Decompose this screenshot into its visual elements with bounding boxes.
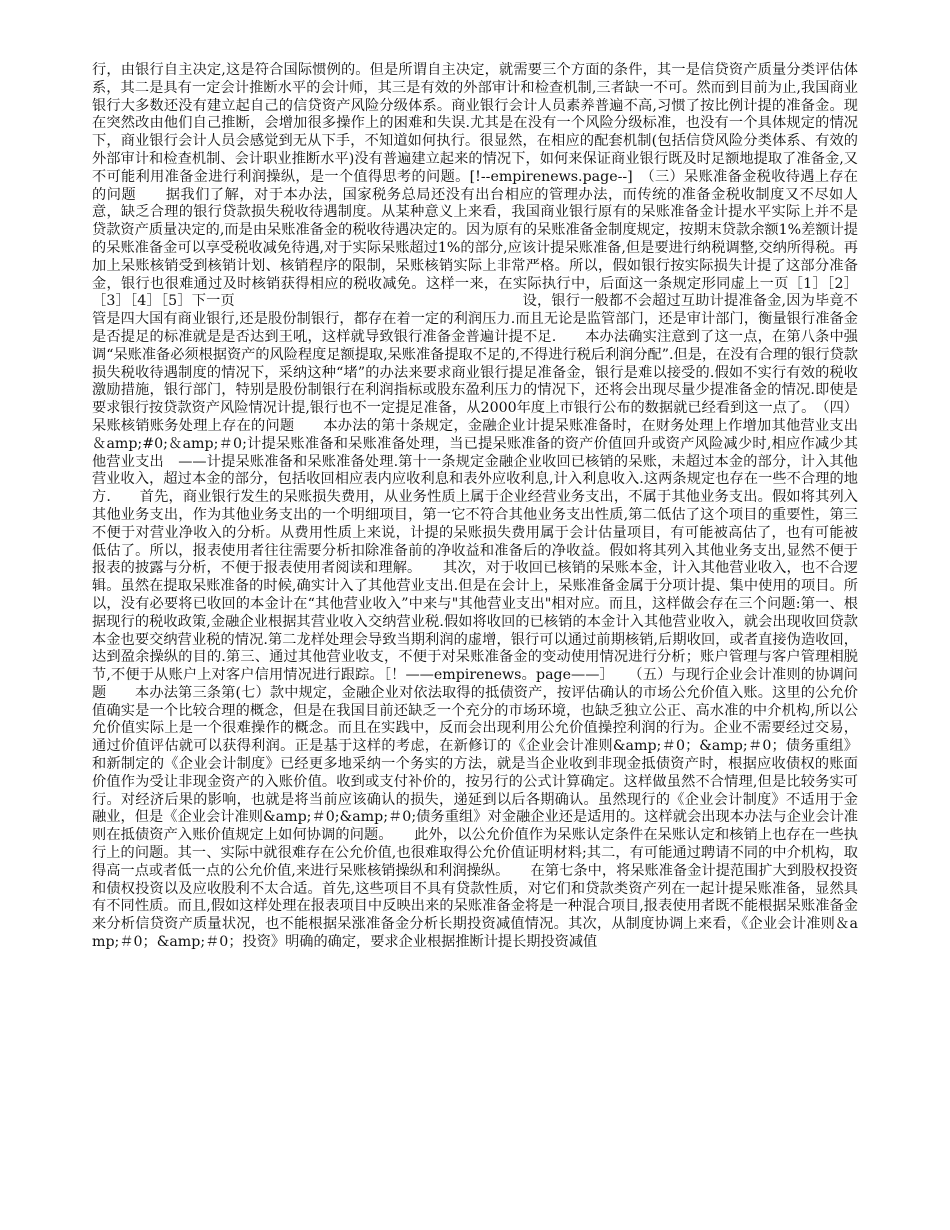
body-paragraph: 行，由银行自主决定,这是符合国际惯例的。但是所谓自主决定，就需要三个方面的条件，其一是信贷资产质量分类评估体系，其二是具有一定会计推断水平的会计师，其三是有效的外部审计和检查机制,三者缺一不可。然而到目前为止,我国商业银行大多数还没有建立起自己的信贷资产风险分级体系。商业银行会计人员素养普遍不高,习惯了按比例计提的准备金。现在突然改由他们自己推断，会增加很多操作上的困难和失误.尤其是在没有一个风险分级标准，也没有一个具体规定的情况下，商业银行会计人员会感觉到无从下手，不知道如何执行。很显然，在相应的配套机制(包括信贷风险分类体系、有效的外部审计和检查机制、会计职业推断水平)没有普遍建立起来的情况下，如何来保证商业银行既及时足额地提取了准备金,又不可能利用准备金进行利润操纵，是一个值得思考的问题。[!--empirenews.page--] （三）呆账准备金税收待遇上存在的问题 据我们了解，对于本办法，国家税务总局还没有出台相应的管理办法，而传统的准备金税收制度又不尽如人意，缺乏合理的银行贷款损失税收待遇制度。从某种意义上来看，我国商业银行原有的呆账准备金计提水平实际上并不是贷款资产质量决定的,而是由呆账准备金的税收待遇决定的。因为原有的呆账准备金制度规定，按期末贷款余额1%差额计提的呆账准备金可以享受税收减免待遇,对于实际呆账超过1%的部分,应该计提呆账准备,但是要进行纳税调整,交纳所得税。再加上呆账核销受到核销计划、核销程序的限制，呆账核销实际上非常严格。所以，假如银行按实际损失计提了这部分准备金，银行也很难通过及时核销获得相应的税收减免。这样一来，在实际执行中，后面这一条规定形同虚上一页［1］［2］［3］［4］［5］下一页 设，银行一般都不会超过互助计提准备金,因为毕竟不管是四大国有商业银行,还是股份制银行，都存在着一定的利润压力.而且无论是监管部门，还是审计部门，衡量银行准备金是否提足的标准就是是否达到王吼，这样就导致银行准备金普遍计提不足. 本办法确实注意到了这一点，在第八条中强调“呆账准备必须根据资产的风险程度足额提取,呆账准备提取不足的,不得进行税后利润分配”.但是，在没有合理的银行贷款损失税收待遇制度的情况下，采纳这种“堵”的办法来要求商业银行提足准备金，银行是难以接受的.假如不实行有效的税收激励措施，银行部门，特别是股份制银行在利润指标或股东盈利压力的情况下，还将会出现尽量少提准备金的情况.即使是要求银行按贷款资产风险情况计提,银行也不一定提足准备，从2000年度上市银行公布的数据就已经看到这一点了。 （四）呆账核销账务处理上存在的问题 本办法的第十条规定，金融企业计提呆账准备时，在财务处理上作增加其他营业支出＆amp;#0;＆amp;＃0;计提呆账准备和呆账准备处理，当已提呆账准备的资产价值回升或资产风险减少时,相应作减少其他营业支出 ——计提呆账准备和呆账准备处理.第十一条规定金融企业收回已核销的呆账，未超过本金的部分，计入其他营业收入，超过本金的部分，包括收回相应表内应收利息和表外应收利息,计入利息收入.这两条规定也存在一些不合理的地方. 首先，商业银行发生的呆账损失费用，从业务性质上属于企业经营业务支出，不属于其他业务支出。假如将其列入其他业务支出，作为其他业务支出的一个明细项目，第一它不符合其他业务支出性质,第二低估了这个项目的重要性，第三不便于对营业净收入的分析。从费用性质上来说，计提的呆账损失费用属于会计估量项目，有可能被高估了，也有可能被低估了。所以，报表使用者往往需要分析扣除准备前的净收益和准备后的净收益。假如将其列入其他业务支出,显然不便于报表的披露与分析，不便于报表使用者阅读和理解。 其次，对于收回已核销的呆账本金，计入其他营业收入，也不合逻辑。虽然在提取呆账准备的时候,确实计入了其他营业支出.但是在会计上，呆账准备金属于分项计提、集中使用的项目。所以，没有必要将已收回的本金计在“其他营业收入”中来与"其他营业支出"相对应。而且，这样做会存在三个问题:第一、根据现行的税收政策,金融企业根据其营业收入交纳营业税.假如将收回的已核销的本金计入其他营业收入，就会出现收回贷款本金也要交纳营业税的情况.第二龙样处理会导致当期利润的虚增，银行可以通过前期核销,后期收回，或者直接伪造收回，达到盈余操纵的目的.第三、通过其他营业收支，不便于对呆账准备金的变动使用情况进行分析；账户管理与客户管理相脱节,不便于从账户上对客户信用情况进行跟踪。［！——empirenews。page——］ （五）与现行企业会计准则的协调问题 本办法第三条第(七）款中规定，金融企业对依法取得的抵债资产，按评估确认的市场公允价值入账。这里的公允价值确实是一个比较合理的概念，但是在我国目前还缺乏一个充分的市场环境，也缺乏独立公正、高水准的中介机构,所以公允价值实际上是一个很难操作的概念。而且在实践中，反而会出现利用公允价值操控利润的行为。企业不需要经过交易，通过价值评估就可以获得利润。正是基于这样的考虑，在新修订的《企业会计准则&amp;＃0；&amp;＃0；债务重组》和新制定的《企业会计制度》已经更多地采纳一个务实的方法，就是当企业收到非现金抵债资产时，根据应收债权的账面价值作为受让非现金资产的入账价值。收到或支付补价的，按另行的公式计算确定。这样做虽然不合情理,但是比较务实可行。对经济后果的影响，也就是将当前应该确认的损失，递延到以后各期确认。虽然现行的《企业会计制度》不适用于金融业，但是《企业会计准则&amp;＃0;&amp;＃0;债务重组》对金融企业还是适用的。这样就会出现本办法与企业会计准则在抵债资产入账价值规定上如何协调的问题。 此外，以公允价值作为呆账认定条件在呆账认定和核销上也存在一些执行上的问题。其一、实际中就很难存在公允价值,也很难取得公允价值证明材料;其二，有可能通过聘请不同的中介机构，取得高一点或者低一点的公允价值,来进行呆账核销操纵和利润操纵。 在第七条中，将呆账准备金计提范围扩大到股权投资和债权投资以及应收股利不太合适。首先,这些项目不具有贷款性质，对它们和贷款类资产列在一起计提呆账准备，显然具有不同性质。而且,假如这样处理在报表项目中反映出来的呆账准备金将是一种混合项目,报表使用者既不能根据呆账准备金来分析信贷资产质量状况，也不能根据呆涨准备金分析长期投资减值情况。其次，从制度协调上来看，《企业会计准则＆amp;＃0；&amp;＃0；投资》明确的确定，要求企业根据推断计提长期投资减值 [92,62,858,951]
